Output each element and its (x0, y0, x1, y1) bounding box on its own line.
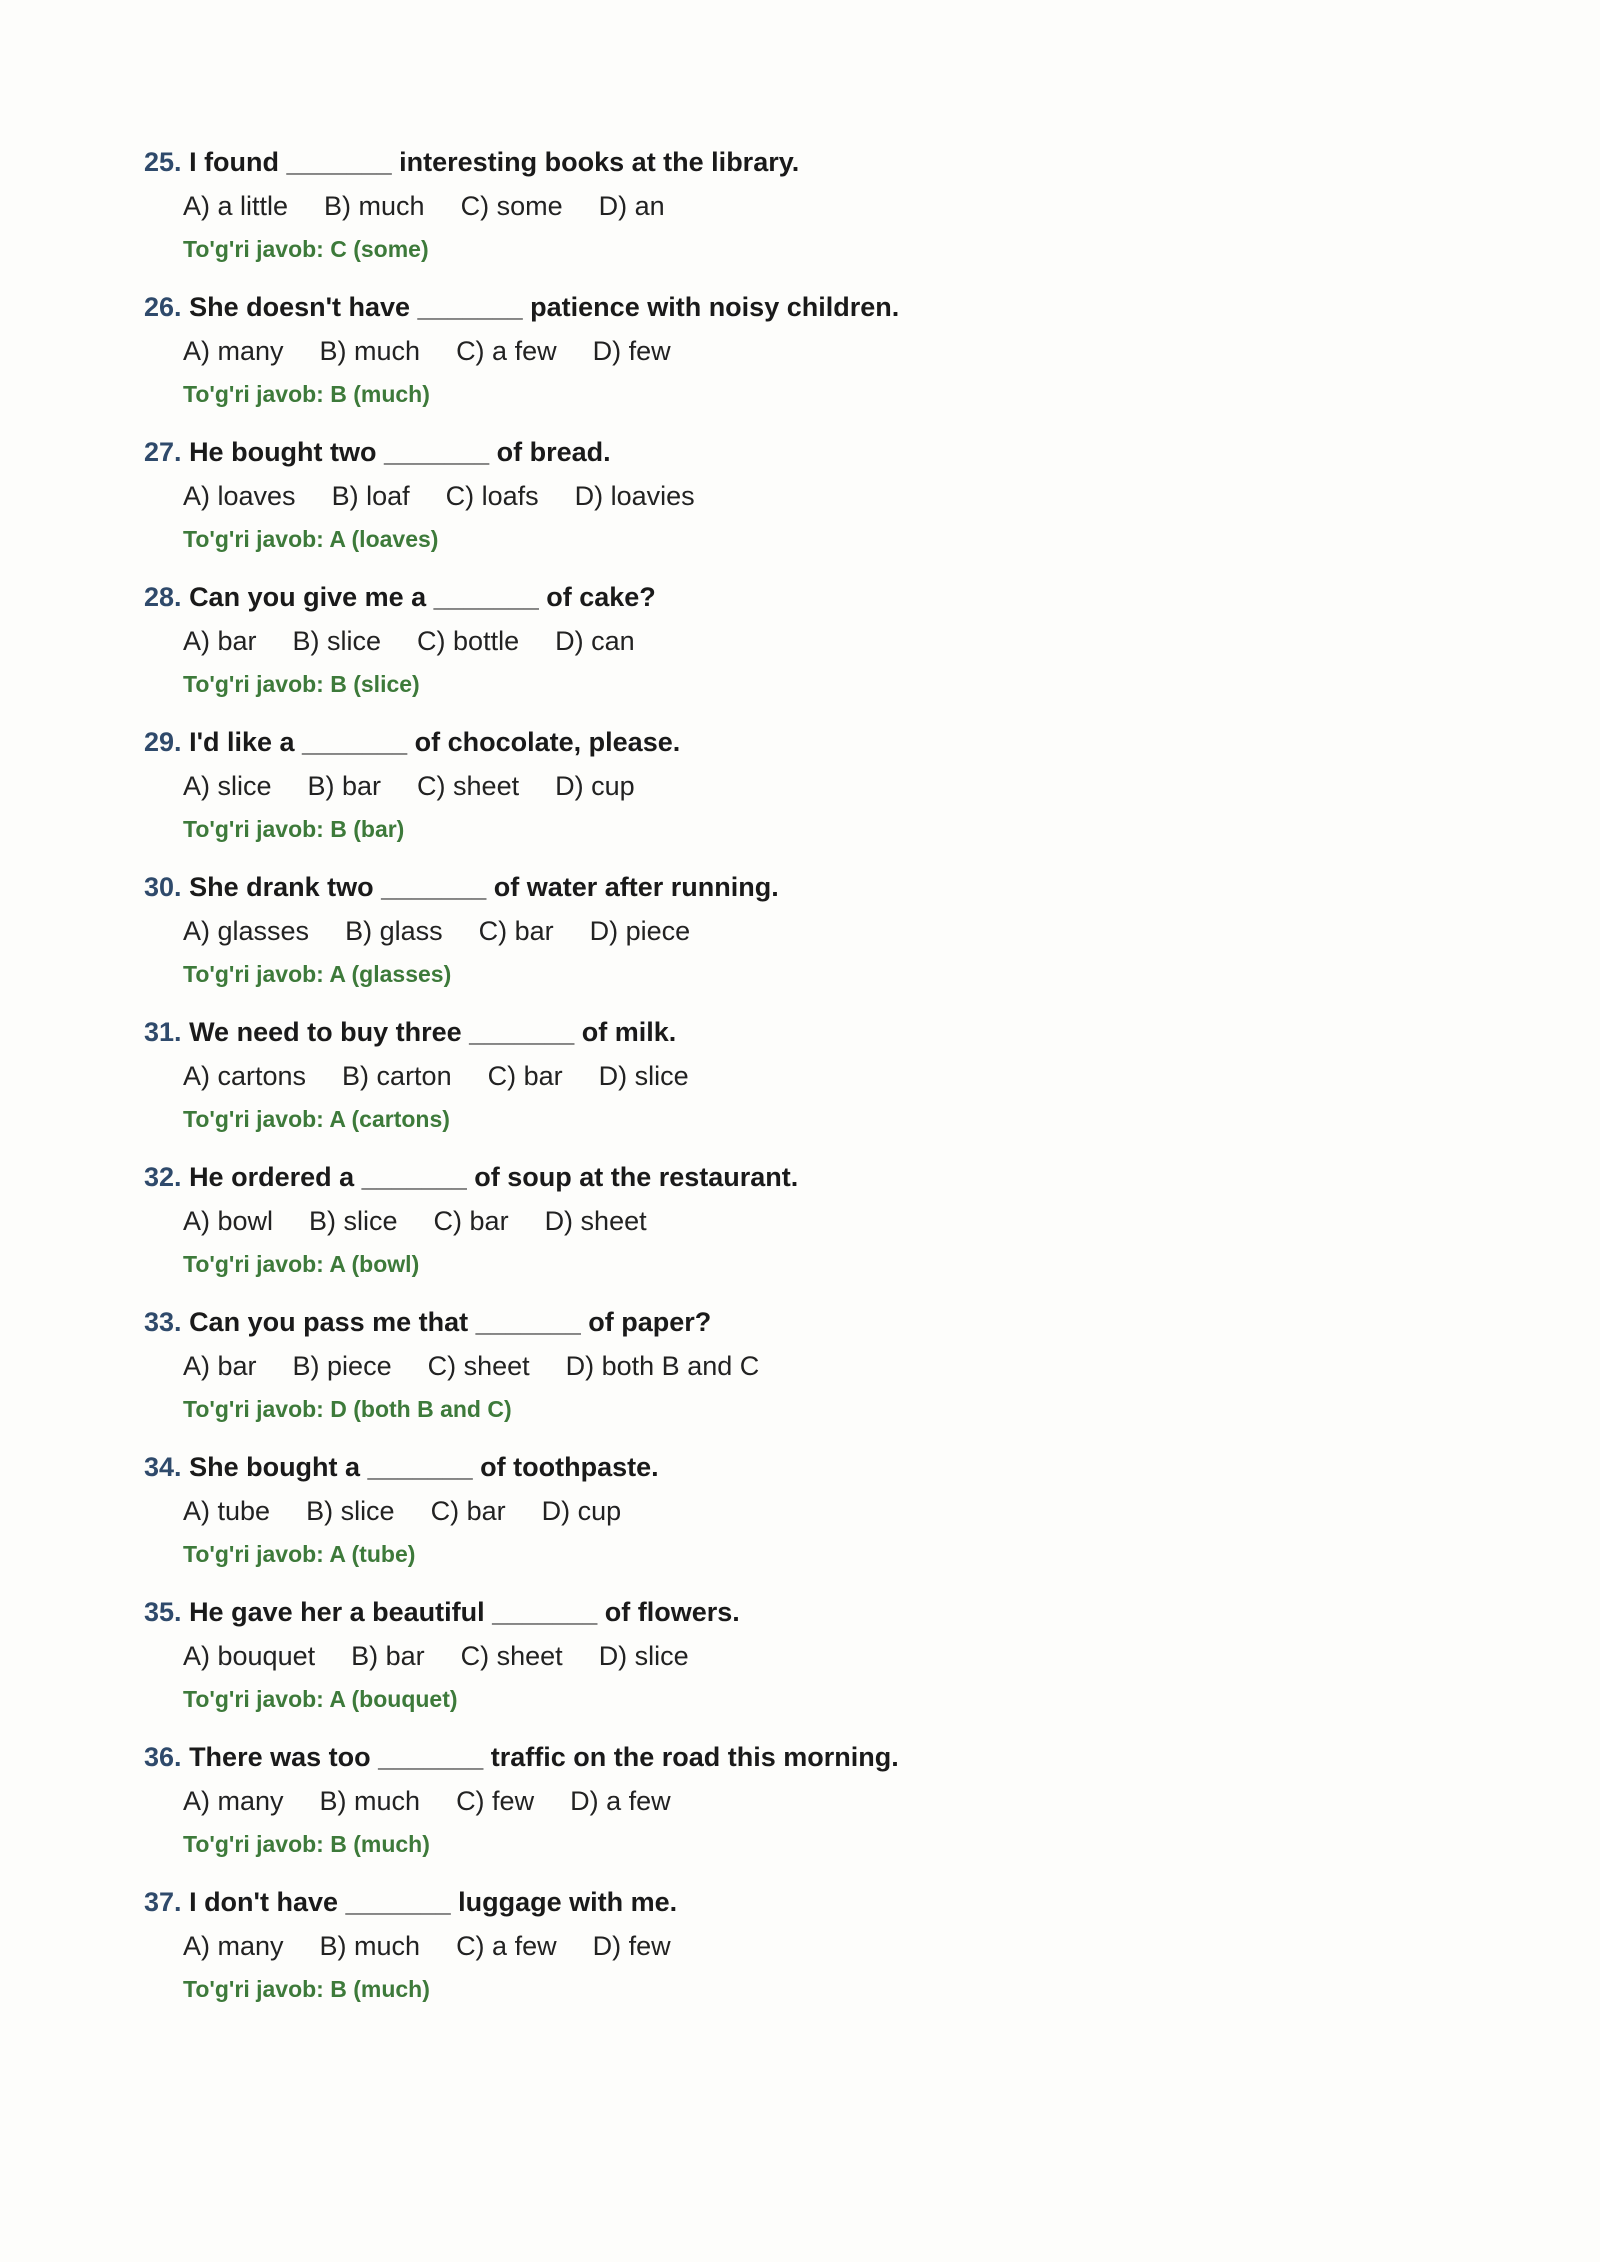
option-a: A) slice (183, 771, 272, 801)
correct-answer: To'g'ri javob: A (bouquet) (183, 1686, 458, 1712)
question-text-line (144, 140, 1444, 184)
option-c: C) a few (456, 336, 557, 366)
option-c: C) bottle (417, 626, 520, 656)
option-d: D) both B and C (565, 1351, 760, 1381)
question-text-line (144, 1010, 1444, 1054)
question-number: 25. (144, 147, 182, 177)
option-a: A) cartons (183, 1061, 307, 1091)
option-c: C) sheet (460, 1641, 563, 1671)
option-c: C) some (460, 191, 563, 221)
correct-answer: To'g'ri javob: B (much) (183, 1831, 430, 1857)
correct-answer: To'g'ri javob: B (slice) (183, 671, 420, 697)
option-a: A) a little (183, 191, 289, 221)
question-text-line (144, 720, 1444, 764)
option-c: C) bar (430, 1496, 506, 1526)
question-number: 29. (144, 727, 182, 757)
option-b: B) much (319, 1931, 421, 1961)
answer-options (144, 1054, 1444, 1098)
question-number: 28. (144, 582, 182, 612)
answer-options (144, 1344, 1444, 1388)
question-text-line (144, 1735, 1444, 1779)
option-c: C) bar (478, 916, 554, 946)
option-b: B) glass (345, 916, 443, 946)
question-text-line (144, 575, 1444, 619)
question-text-line (144, 430, 1444, 474)
option-d: D) piece (589, 916, 691, 946)
correct-answer: To'g'ri javob: D (both B and C) (183, 1396, 512, 1422)
correct-answer: To'g'ri javob: B (much) (183, 381, 430, 407)
option-c: C) few (456, 1786, 535, 1816)
question-number: 32. (144, 1162, 182, 1192)
answer-options (144, 1924, 1444, 1968)
option-d: D) few (592, 336, 671, 366)
option-c: C) bar (487, 1061, 563, 1091)
answer-options (144, 1779, 1444, 1823)
question-number: 36. (144, 1742, 182, 1772)
option-b: B) piece (292, 1351, 392, 1381)
question-text-line (144, 1155, 1444, 1199)
option-d: D) a few (570, 1786, 671, 1816)
option-a: A) bar (183, 1351, 257, 1381)
option-c: C) a few (456, 1931, 557, 1961)
correct-answer: To'g'ri javob: A (loaves) (183, 526, 439, 552)
question-number: 30. (144, 872, 182, 902)
question-text: She doesn't have _______ patience with noisy children. (189, 292, 900, 322)
option-b: B) much (324, 191, 425, 221)
question-text: He ordered a _______ of soup at the restaurant. (189, 1162, 799, 1192)
question-text: I'd like a _______ of chocolate, please. (189, 727, 681, 757)
correct-answer: To'g'ri javob: A (tube) (183, 1541, 416, 1567)
question-37 (144, 1880, 1444, 2025)
question-number: 33. (144, 1307, 182, 1337)
option-d: D) cup (541, 1496, 622, 1526)
correct-answer: To'g'ri javob: B (much) (183, 1976, 430, 2002)
option-d: D) few (592, 1931, 671, 1961)
correct-answer: To'g'ri javob: A (cartons) (183, 1106, 450, 1132)
question-35 (144, 1590, 1444, 1735)
correct-answer: To'g'ri javob: A (glasses) (183, 961, 452, 987)
question-36 (144, 1735, 1444, 1880)
answer-options (144, 1489, 1444, 1533)
option-a: A) bouquet (183, 1641, 316, 1671)
question-text: She drank two _______ of water after running. (189, 872, 779, 902)
answer-options (144, 619, 1444, 663)
question-32 (144, 1155, 1444, 1300)
option-b: B) bar (351, 1641, 425, 1671)
option-c: C) sheet (427, 1351, 530, 1381)
option-a: A) many (183, 1786, 284, 1816)
option-a: A) glasses (183, 916, 310, 946)
question-list (144, 140, 1444, 2025)
question-28 (144, 575, 1444, 720)
option-d: D) an (598, 191, 665, 221)
question-27 (144, 430, 1444, 575)
option-b: B) bar (307, 771, 382, 801)
question-number: 31. (144, 1017, 182, 1047)
option-a: A) many (183, 336, 284, 366)
option-d: D) loavies (574, 481, 695, 511)
question-number: 37. (144, 1887, 182, 1917)
answer-options (144, 764, 1444, 808)
correct-answer: To'g'ri javob: C (some) (183, 236, 429, 262)
option-a: A) many (183, 1931, 284, 1961)
answer-options (144, 909, 1444, 953)
question-text-line (144, 1445, 1444, 1489)
question-text: Can you give me a _______ of cake? (189, 582, 656, 612)
option-d: D) slice (598, 1061, 689, 1091)
question-34 (144, 1445, 1444, 1590)
option-c: C) sheet (417, 771, 520, 801)
option-c: C) bar (433, 1206, 509, 1236)
option-b: B) carton (342, 1061, 452, 1091)
question-26 (144, 285, 1444, 430)
question-31 (144, 1010, 1444, 1155)
question-text: There was too _______ traffic on the road this morning. (189, 1742, 899, 1772)
question-text-line (144, 1300, 1444, 1344)
option-b: B) slice (292, 626, 382, 656)
answer-options (144, 1634, 1444, 1678)
question-text-line (144, 1880, 1444, 1924)
question-number: 35. (144, 1597, 182, 1627)
question-number: 27. (144, 437, 182, 467)
question-30 (144, 865, 1444, 1010)
answer-options (144, 329, 1444, 373)
option-d: D) cup (555, 771, 635, 801)
option-d: D) slice (598, 1641, 689, 1671)
option-a: A) bowl (183, 1206, 274, 1236)
option-b: B) slice (306, 1496, 395, 1526)
question-33 (144, 1300, 1444, 1445)
option-a: A) tube (183, 1496, 271, 1526)
option-a: A) loaves (183, 481, 296, 511)
question-text: She bought a _______ of toothpaste. (189, 1452, 659, 1482)
question-text: I don't have _______ luggage with me. (189, 1887, 678, 1917)
question-text-line (144, 1590, 1444, 1634)
question-text-line (144, 865, 1444, 909)
question-number: 26. (144, 292, 182, 322)
option-c: C) loafs (445, 481, 539, 511)
question-text: We need to buy three _______ of milk. (189, 1017, 677, 1047)
question-text: He bought two _______ of bread. (189, 437, 611, 467)
question-number: 34. (144, 1452, 182, 1482)
option-d: D) sheet (544, 1206, 647, 1236)
question-text: Can you pass me that _______ of paper? (189, 1307, 712, 1337)
option-a: A) bar (183, 626, 257, 656)
option-b: B) much (319, 336, 421, 366)
option-d: D) can (555, 626, 635, 656)
question-text: I found _______ interesting books at the library. (189, 147, 800, 177)
correct-answer: To'g'ri javob: B (bar) (183, 816, 405, 842)
option-b: B) slice (309, 1206, 398, 1236)
question-25 (144, 140, 1444, 285)
correct-answer: To'g'ri javob: A (bowl) (183, 1251, 420, 1277)
answer-options (144, 474, 1444, 518)
option-b: B) much (319, 1786, 421, 1816)
answer-options (144, 1199, 1444, 1243)
question-29 (144, 720, 1444, 865)
answer-options (144, 184, 1444, 228)
question-text-line (144, 285, 1444, 329)
option-b: B) loaf (331, 481, 410, 511)
question-text: He gave her a beautiful _______ of flowers. (189, 1597, 740, 1627)
